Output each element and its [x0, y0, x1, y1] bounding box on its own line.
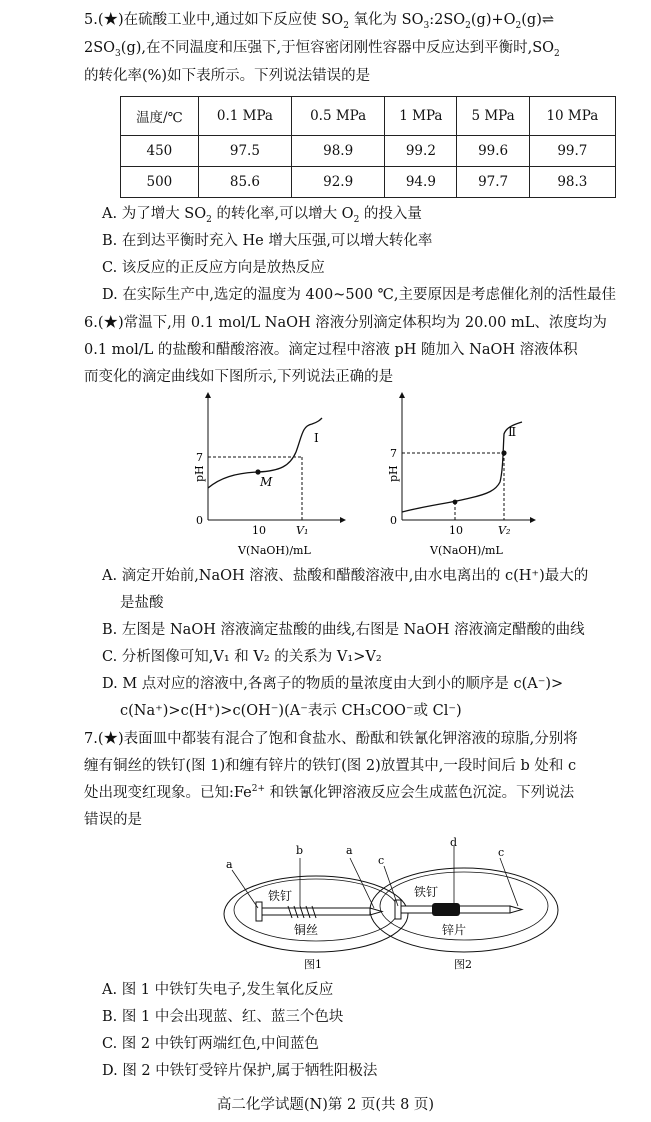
tick-label-v2: V₂ [498, 524, 511, 537]
zinc-strip [432, 903, 460, 916]
curve-ii-label: Ⅱ [508, 425, 517, 439]
q7-stem-line2: 缠有铜丝的铁钉(图 1)和缠有锌片的铁钉(图 2)放置其中,一段时间后 b 处和 c [84, 758, 577, 774]
q5-stem-line2: $2SO_3(g)$,在不同温度和压强下,于恒容密闭刚性容器中反应达到平衡时$,SO_2$ [84, 40, 560, 59]
table-cell: 94.9 [385, 166, 457, 197]
q5-stem-line3: 的转化率(%)如下表所示。下列说法错误的是 [84, 68, 371, 84]
nail-label: 铁钉 [414, 885, 439, 899]
half-equivalence-point [453, 500, 458, 505]
q7-stem-line1: 7.(★)表面皿中都装有混合了饱和食盐水、酚酞和铁氰化钾溶液的琼脂,分别将 [84, 731, 578, 747]
table-header-cell: 10 MPa [529, 97, 615, 136]
figure-1-caption: 图1 [304, 958, 322, 971]
graph-left [193, 392, 346, 557]
origin-label: 0 [196, 514, 203, 527]
q7-stem-line3: 处出现变红现象。已知$:Fe^{2+}$ 和铁氰化钾溶液反应会生成蓝色沉淀。下列说法 [84, 784, 575, 801]
tick-label-7: 7 [196, 451, 203, 464]
titration-curves-figure [190, 390, 540, 560]
table-header-cell: 1 MPa [385, 97, 457, 136]
q5-option-c: C. 该反应的正反应方向是放热反应 [102, 260, 325, 276]
table-cell: 450 [121, 135, 199, 166]
label-d: d [450, 836, 458, 849]
table-cell: 97.7 [457, 166, 529, 197]
leader-c-right [500, 858, 518, 906]
q6-option-d-line2: c(Na⁺)>c(H⁺)>c(OH⁻)(A⁻表示 CH₃COO⁻或 Cl⁻) [120, 703, 462, 719]
tick-label-10: 10 [449, 524, 463, 537]
q6-option-d-line1: D. M 点对应的溶液中,各离子的物质的量浓度由大到小的顺序是 c(A⁻)> [102, 676, 564, 692]
conversion-table [120, 96, 616, 198]
q5-option-b: B. 在到达平衡时充入 He 增大压强,可以增大转化率 [102, 233, 433, 249]
q6-stem-line2: 0.1 mol/L 的盐酸和醋酸溶液。滴定过程中溶液 pH 随加入 NaOH 溶液体积 [84, 342, 578, 358]
table-header-cell: 温度/℃ [121, 97, 199, 136]
figure-2-caption: 图2 [454, 958, 472, 971]
table-cell: 99.6 [457, 135, 529, 166]
label-c-right: c [498, 846, 505, 859]
x-axis-arrow [340, 517, 346, 523]
wire-label: 铜丝 [294, 923, 319, 937]
label-c-left: c [378, 854, 385, 867]
nail-head [256, 902, 262, 921]
label-b: b [296, 844, 304, 857]
table-cell: 92.9 [292, 166, 385, 197]
q5-stem-line1: 5.(★)在硫酸工业中,通过如下反应使 $SO_2$ 氧化为 $SO_3:2SO_2(g)+O_2(g)\rightleftharpoons$ [84, 12, 554, 31]
q7-option-a: A. 图 1 中铁钉失电子,发生氧化反应 [102, 982, 334, 998]
y-axis-label: pH [193, 465, 206, 482]
nail-head [395, 900, 401, 919]
tick-label-10: 10 [252, 524, 266, 537]
corrosion-figure [218, 836, 578, 976]
table-row [121, 135, 616, 166]
x-axis-label: V(NaOH)/mL [430, 544, 503, 557]
q6-stem-line3: 而变化的滴定曲线如下图所示,下列说法正确的是 [84, 369, 394, 385]
table-header-cell: 0.5 MPa [292, 97, 385, 136]
x-axis-label: V(NaOH)/mL [238, 544, 311, 557]
q6-stem-line1: 6.(★)常温下,用 0.1 mol/L NaOH 溶液分别滴定体积均为 20.00 mL、浓度均为 [84, 315, 607, 331]
figure-2 [370, 836, 558, 971]
table-cell: 85.6 [198, 166, 291, 197]
table-cell: 99.7 [529, 135, 615, 166]
q5-option-a: A. 为了增大 $SO_2$ 的转化率,可以增大 $O_2$ 的投入量 [102, 206, 422, 225]
table-header-cell: 5 MPa [457, 97, 529, 136]
graph-right [387, 392, 536, 557]
q7-option-d: D. 图 2 中铁钉受锌片保护,属于牺牲阳极法 [102, 1063, 378, 1079]
equivalence-point [501, 450, 506, 455]
nail-tip [510, 906, 522, 913]
table-cell: 97.5 [198, 135, 291, 166]
q7-option-b: B. 图 1 中会出现蓝、红、蓝三个色块 [102, 1009, 344, 1025]
y-axis-arrow [205, 392, 211, 398]
x-axis-arrow [530, 517, 536, 523]
table-cell: 99.2 [385, 135, 457, 166]
origin-label: 0 [390, 514, 397, 527]
table-cell: 500 [121, 166, 199, 197]
tick-label-v1: V₁ [296, 524, 309, 537]
table-cell: 98.9 [292, 135, 385, 166]
tick-label-7: 7 [390, 447, 397, 460]
nail-label: 铁钉 [268, 889, 293, 903]
table-header-cell: 0.1 MPa [198, 97, 291, 136]
page-footer: 高二化学试题(N)第 2 页(共 8 页) [216, 1097, 435, 1113]
q7-stem-line4: 错误的是 [84, 812, 142, 828]
table-header-row [121, 97, 616, 136]
label-a-right: a [346, 844, 353, 857]
point-m-label: M [260, 475, 273, 489]
y-axis-label: pH [387, 465, 400, 482]
q5-option-d: D. 在实际生产中,选定的温度为 400~500 ℃,主要原因是考虑催化剂的活性最佳 [102, 287, 616, 303]
q6-option-c: C. 分析图像可知,V₁ 和 V₂ 的关系为 V₁>V₂ [102, 649, 382, 665]
q7-option-c: C. 图 2 中铁钉两端红色,中间蓝色 [102, 1036, 319, 1052]
q6-option-a-line2: 是盐酸 [120, 595, 164, 611]
q6-option-b: B. 左图是 NaOH 溶液滴定盐酸的曲线,右图是 NaOH 溶液滴定醋酸的曲线 [102, 622, 585, 638]
curve-i-label: Ⅰ [314, 431, 319, 445]
label-a-left: a [226, 858, 233, 871]
q6-option-a-line1: A. 滴定开始前,NaOH 溶液、盐酸和醋酸溶液中,由水电离出的 c(H⁺)最大的 [102, 568, 589, 584]
y-axis-arrow [399, 392, 405, 398]
point-m [255, 469, 260, 474]
zinc-label: 锌片 [442, 923, 467, 937]
table-cell: 98.3 [529, 166, 615, 197]
table-row [121, 166, 616, 197]
